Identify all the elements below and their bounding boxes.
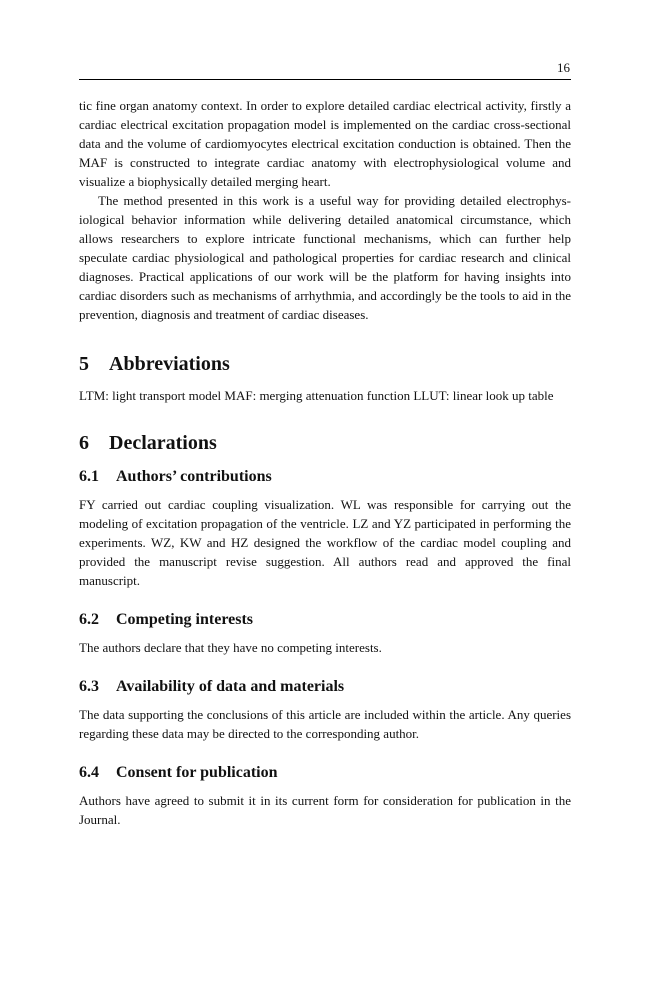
subsection-number: 6.2 — [79, 611, 99, 628]
section-title: Declarations — [109, 432, 217, 454]
subsection-title: Availability of data and materials — [116, 678, 345, 695]
subsection-heading-consent — [79, 763, 571, 783]
header-rule — [79, 79, 571, 80]
subsection-text: The authors declare that they have no competing interests. — [79, 640, 382, 655]
subsection-title: Authors’ contributions — [116, 468, 272, 485]
subsection-number: 6.3 — [79, 678, 99, 695]
section-number: 6 — [79, 432, 89, 454]
section-heading-declarations — [79, 431, 571, 455]
subsection-number: 6.1 — [79, 468, 99, 485]
paper-body — [79, 96, 571, 829]
subsection-heading-competing-interests — [79, 610, 571, 630]
section-heading-abbreviations — [79, 352, 571, 376]
subsection-heading-authors-contributions — [79, 467, 571, 487]
subsection-text: FY carried out cardiac coupling visualization. WL was responsible for carrying out the modeling of excitation propagation of the ventricle. LZ and YZ participated in performing the experiments. WZ, KW and HZ designed the workflow of the cardiac model coupling and provided the manuscript revise suggestion. All authors read and approved the final manuscript. — [79, 497, 571, 588]
subsection-text: The data supporting the conclusions of this article are included within the article. Any queries regarding these data may be directed to the corresponding author. — [79, 707, 571, 741]
abbreviations-text: LTM: light transport model MAF: merging attenuation function LLUT: linear look up table — [79, 388, 554, 403]
subsection-heading-availability — [79, 677, 571, 697]
subsection-text: Authors have agreed to submit it in its current form for consideration for publication in the Journal. — [79, 793, 571, 827]
intro-paragraph: The method presented in this work is a useful way for providing detailed electrophysiological behavior information while delivering detailed anatomical circumstance, which allows researchers to explore intricate functional mechanisms, which can further help speculate cardiac physiological and pathological properties for cardiac research and clinical diagnoses. Practical applications of our work will be the platform for having insights into cardiac disorders such as mechanisms of arrhythmia, and accordingly be the tools to aid in the prevention, diagnosis and treatment of cardiac diseases. — [79, 193, 571, 322]
subsection-title: Consent for publication — [116, 764, 278, 781]
intro-paragraph: tic fine organ anatomy context. In order to explore detailed cardiac electrical activity, firstly a cardiac electrical excitation propagation model is implemented on the cardiac cross-sectional data and the volume of cardiomyocytes electrical excitation conduction is obtained. Then the MAF is constructed to integrate cardiac anatomy with electrophysiological volume and visualize a biophysically detailed merging heart. — [79, 98, 571, 189]
subsection-title: Competing interests — [116, 611, 254, 628]
section-number: 5 — [79, 353, 89, 375]
subsection-number: 6.4 — [79, 764, 99, 781]
section-title: Abbreviations — [109, 353, 230, 375]
page-number: 16 — [557, 60, 570, 75]
